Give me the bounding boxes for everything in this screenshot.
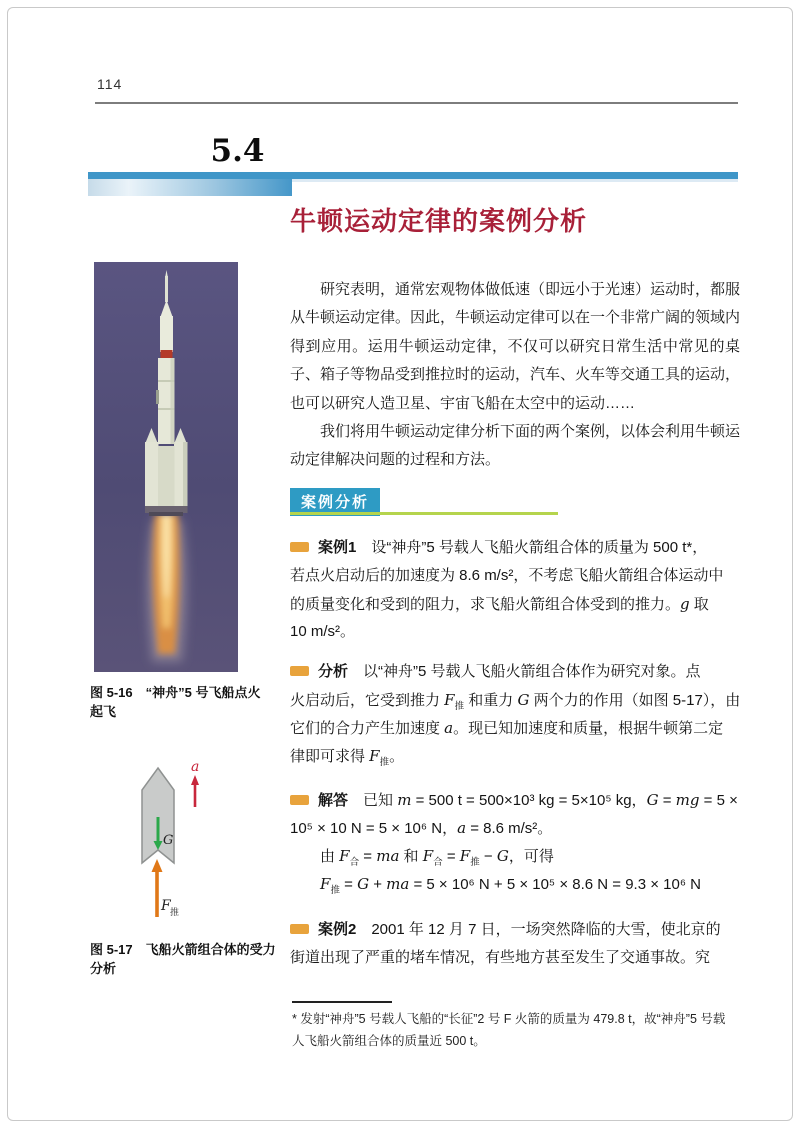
text-segment: = <box>359 848 377 865</box>
label-G: G <box>163 833 174 848</box>
text-segment: 两个力的作用（如图 5-17），由 <box>529 692 741 709</box>
text-segment: a <box>457 819 467 837</box>
orange-marker-icon <box>290 795 309 805</box>
text-segment: = <box>658 792 676 809</box>
text-segment: 案例2 <box>318 921 357 938</box>
case2-block <box>290 916 740 972</box>
text-segment: F <box>422 847 434 865</box>
label-F: F <box>161 898 171 914</box>
text-line <box>290 944 740 972</box>
text-segment: 人飞船火箭组合体的质量近 500 t。 <box>292 1034 486 1048</box>
text-segment: = <box>339 876 358 893</box>
text-segment: 以“神舟”5 号载人飞船火箭组合体作为研究对象。点 <box>348 663 701 680</box>
text-line <box>290 658 740 686</box>
text-segment: ，可得 <box>508 848 554 865</box>
text-segment: 2001 年 12 月 7 日，一场突然降临的大雪，使北京的 <box>356 921 721 938</box>
intro-paragraph-1: 研究表明，通常宏观物体做低速（即远小于光速）运动时，都服从牛顿运动定律。因此，牛顿运动定律可以在一个非常广阔的领域内得到应用。运用牛顿运动定律，不仅可以研究日常生活中常见的桌子、箱子等物品受到推拉时的运动，汽车、火车等交通工具的运动，也可以研究人造卫星、宇宙飞船在太空中的运动…… <box>290 281 741 412</box>
text-segment: 解答 <box>318 792 349 809</box>
text-segment: 分析 <box>318 663 349 680</box>
text-segment: ma <box>386 875 410 893</box>
text-segment: = 5 × 10⁶ N + 5 × 10⁵ × 8.6 N = 9.3 × 10⁶ N <box>409 876 702 893</box>
text-segment: 10 m/s²。 <box>290 623 356 640</box>
footnote <box>292 1008 742 1052</box>
text-segment: a <box>444 719 454 737</box>
text-segment: 火启动后，它受到推力 <box>290 692 445 709</box>
section-bar-gradient <box>88 179 292 196</box>
orange-marker-icon <box>290 666 309 676</box>
case1-block <box>290 534 740 646</box>
text-segment: F <box>369 747 380 765</box>
text-segment: ma <box>376 847 400 865</box>
text-segment: 律即可求得 <box>290 748 370 765</box>
text-segment <box>290 876 320 893</box>
text-segment: 已知 <box>348 792 398 809</box>
text-line <box>290 618 740 646</box>
flame-plume <box>153 514 180 654</box>
text-line <box>290 742 740 770</box>
text-segment: 若点火启动后的加速度为 8.6 m/s²，不考虑飞船火箭组合体运动中 <box>290 567 724 584</box>
text-segment: = 500 t = 500×10³ kg = 5×10⁵ kg， <box>411 792 647 809</box>
section-bar-thin <box>88 172 738 179</box>
text-segment: 由 <box>290 848 340 865</box>
analysis-block <box>290 658 740 770</box>
text-segment: = 5 × <box>699 792 738 809</box>
text-segment: * 发射“神舟”5 号载人飞船的“长征”2 号 F 火箭的质量为 479.8 t，故“神舟”5 号载 <box>292 1012 726 1026</box>
footnote-rule <box>292 1001 392 1003</box>
case-analysis-header <box>290 488 740 516</box>
text-segment: 。 <box>389 748 405 765</box>
text-segment: 合 <box>433 857 443 868</box>
text-segment: F <box>459 847 471 865</box>
text-line <box>290 562 740 590</box>
text-segment: − <box>479 848 497 865</box>
section-number: 5.4 <box>210 133 265 169</box>
text-segment: 和重力 <box>464 692 518 709</box>
text-segment: 案例1 <box>318 539 357 556</box>
text-segment: F <box>320 875 331 893</box>
text-line <box>290 870 740 898</box>
text-segment: 街道出现了严重的堵车情况，有些地方甚至发生了交通事故。究 <box>290 949 711 966</box>
fig16-caption: 图 5-16 “神舟”5 号飞船点火起飞 <box>90 685 261 719</box>
intro-paragraphs <box>290 276 740 475</box>
text-segment: g <box>680 595 690 613</box>
text-line <box>290 714 740 742</box>
text-segment: 设“神舟”5 号载人飞船火箭组合体的质量为 500 t*， <box>356 539 708 556</box>
text-line <box>290 916 740 944</box>
page-number: 114 <box>97 76 123 92</box>
header-rule <box>95 102 738 104</box>
text-line <box>290 842 740 870</box>
orange-marker-icon <box>290 924 309 934</box>
text-segment: 的质量变化和受到的阻力，求飞船火箭组合体受到的推力。 <box>290 596 681 613</box>
text-segment: 推 <box>470 857 480 868</box>
text-segment: G <box>496 847 509 865</box>
label-F-sub: 推 <box>170 907 180 917</box>
force-diagram <box>125 747 265 932</box>
text-line <box>292 1008 742 1030</box>
page-title: 牛顿运动定律的案例分析 <box>290 206 588 236</box>
text-line <box>290 534 740 562</box>
label-a: a <box>191 759 200 775</box>
text-line <box>290 590 740 618</box>
text-segment: 和 <box>399 848 423 865</box>
text-segment: G <box>646 791 659 809</box>
intro-paragraph-2: 我们将用牛顿运动定律分析下面的两个案例，以体会利用牛顿运动定律解决问题的过程和方法。 <box>290 423 741 469</box>
fig17-caption: 图 5-17 飞船火箭组合体的受力分析 <box>90 942 276 976</box>
text-segment: = 8.6 m/s²。 <box>466 820 553 837</box>
orange-marker-icon <box>290 542 309 552</box>
text-segment: G <box>357 875 370 893</box>
rocket-launch-photo <box>94 262 238 672</box>
text-segment: mg <box>675 791 700 809</box>
case-analysis-badge: 案例分析 <box>290 488 380 516</box>
text-segment: F <box>444 691 455 709</box>
text-segment: 推 <box>330 885 340 896</box>
text-line <box>290 686 740 714</box>
text-segment: = <box>442 848 460 865</box>
text-line <box>290 814 740 842</box>
solution-block <box>290 786 740 898</box>
text-line <box>290 786 740 814</box>
text-segment: G <box>517 691 530 709</box>
text-line <box>292 1030 742 1052</box>
text-segment: 。现已知加速度和质量，根据牛顿第二定 <box>453 720 724 737</box>
text-segment: 取 <box>689 596 709 613</box>
text-segment: 它们的合力产生加速度 <box>290 720 445 737</box>
text-segment: F <box>339 847 350 865</box>
text-segment: 合 <box>349 857 360 868</box>
acceleration-arrow <box>191 775 199 807</box>
text-segment: 推 <box>379 757 390 768</box>
text-segment: + <box>369 876 387 893</box>
badge-underline <box>290 512 558 515</box>
text-segment: m <box>397 791 412 809</box>
text-segment: 推 <box>454 701 465 712</box>
text-segment: 10⁵ × 10 N = 5 × 10⁶ N， <box>290 820 458 837</box>
